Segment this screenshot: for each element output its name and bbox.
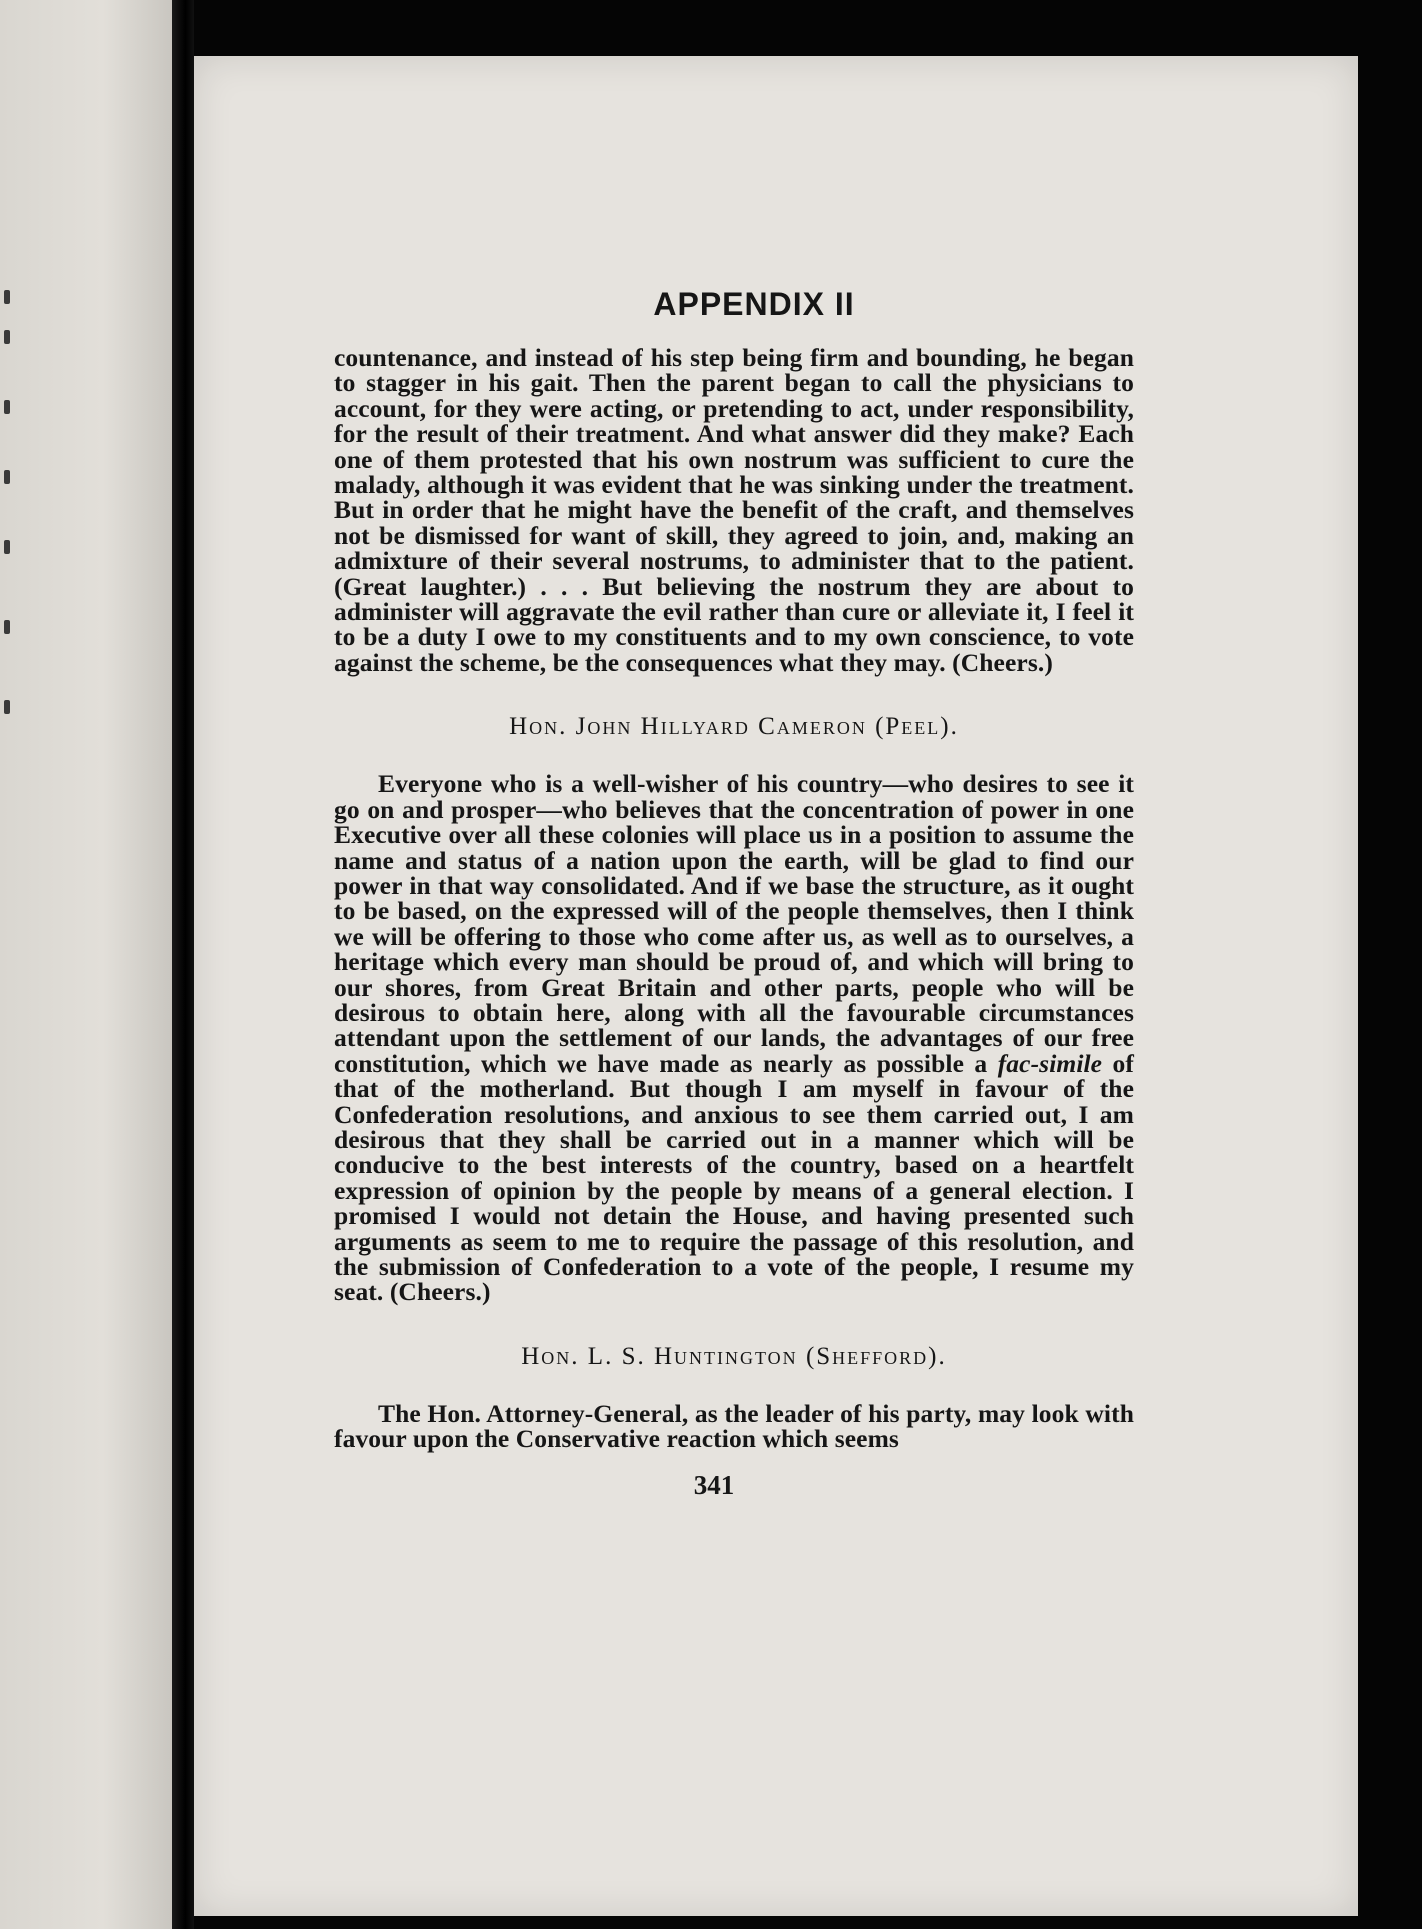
cameron-text-part-1: Everyone who is a well-wisher of his country—who desires to see it go on and prosper—who believes that the concentration of power in one Executive over all these colonies will place us in a position to assume the name and status of a nation upon the earth, will be glad to find our power in that way consolidated. And if we base the structure, as it ought to be based, on the expressed will of the people themselves, then I think we will be offering to those who come after us, as well as to ourselves, a heritage which every man should be proud of, and which will bring to our shores, from Great Britain and other parts, people who will be desirous to obtain here, along with all the favourable circumstances attendant upon the settlement of our lands, the advantages of our free constitution, which we have made as nearly as possible a — [334, 769, 1134, 1078]
huntington-speech-paragraph: The Hon. Attorney-General, as the leader of his party, may look with favour upon the Conservative reaction which seems — [334, 1398, 1134, 1454]
bleed-mark — [4, 400, 10, 414]
speaker-prefix: Hon. — [521, 1342, 580, 1370]
speaker-heading-cameron — [334, 713, 1134, 741]
page-number: 341 — [693, 1469, 735, 1500]
italic-term: fac-simile — [997, 1048, 1103, 1078]
bleed-mark — [4, 330, 10, 344]
speaker-name: L. S. Huntington — [587, 1342, 798, 1370]
bleed-mark — [4, 540, 10, 554]
speaker-riding: (Shefford). — [805, 1342, 947, 1370]
book-page — [194, 56, 1358, 1916]
running-head: APPENDIX II — [653, 286, 855, 322]
text-block — [334, 286, 1134, 1501]
speaker-name: John Hillyard Cameron — [575, 713, 867, 741]
cameron-text-part-2: of that of the motherland. But though I am myself in favour of the Confederation resolutions, and anxious to see them carried out, I am desirous that they shall be carried out in a manner which will be conducive to the best interests of the country, based on a heartfelt expression of opinion by the people by means of a general election. I promised I would not detain the House, and having presented such arguments as seem to me to require the passage of this resolution, and the submission of Confederation to a vote of the people, I resume my seat. (Cheers.) — [334, 1048, 1134, 1307]
speaker-prefix: Hon. — [509, 713, 568, 741]
left-facing-page-edge — [0, 0, 172, 1929]
bleed-mark — [4, 470, 10, 484]
continuation-paragraph: countenance, and instead of his step being firm and bounding, he began to stagger in his gait. Then the parent began to call the physicians to account, for they were acting, or pretending to act, under responsibility, for the result of their treatment. And what answer did they make? Each one of them protested that his own nostrum was sufficient to cure the malady, although it was evident that he was sinking under the treatment. But in order that he might have the benefit of the craft, and themselves not be dismissed for want of skill, they agreed to join, and, making an admixture of their several nostrums, to administer that to the patient. (Great laughter.) . . . But believing the nostrum they are about to administer will aggravate the evil rather than cure or alleviate it, I feel it to be a duty I owe to my constituents and to my own conscience, to vote against the scheme, be the consequences what they may. (Cheers.) — [334, 343, 1134, 677]
speaker-heading-huntington — [334, 1343, 1134, 1371]
binding-gutter — [172, 0, 194, 1929]
bleed-mark — [4, 290, 10, 304]
bleed-mark — [4, 620, 10, 634]
bleed-mark — [4, 700, 10, 714]
speaker-riding: (Peel). — [875, 713, 959, 741]
cameron-speech-paragraph — [334, 771, 1134, 1305]
